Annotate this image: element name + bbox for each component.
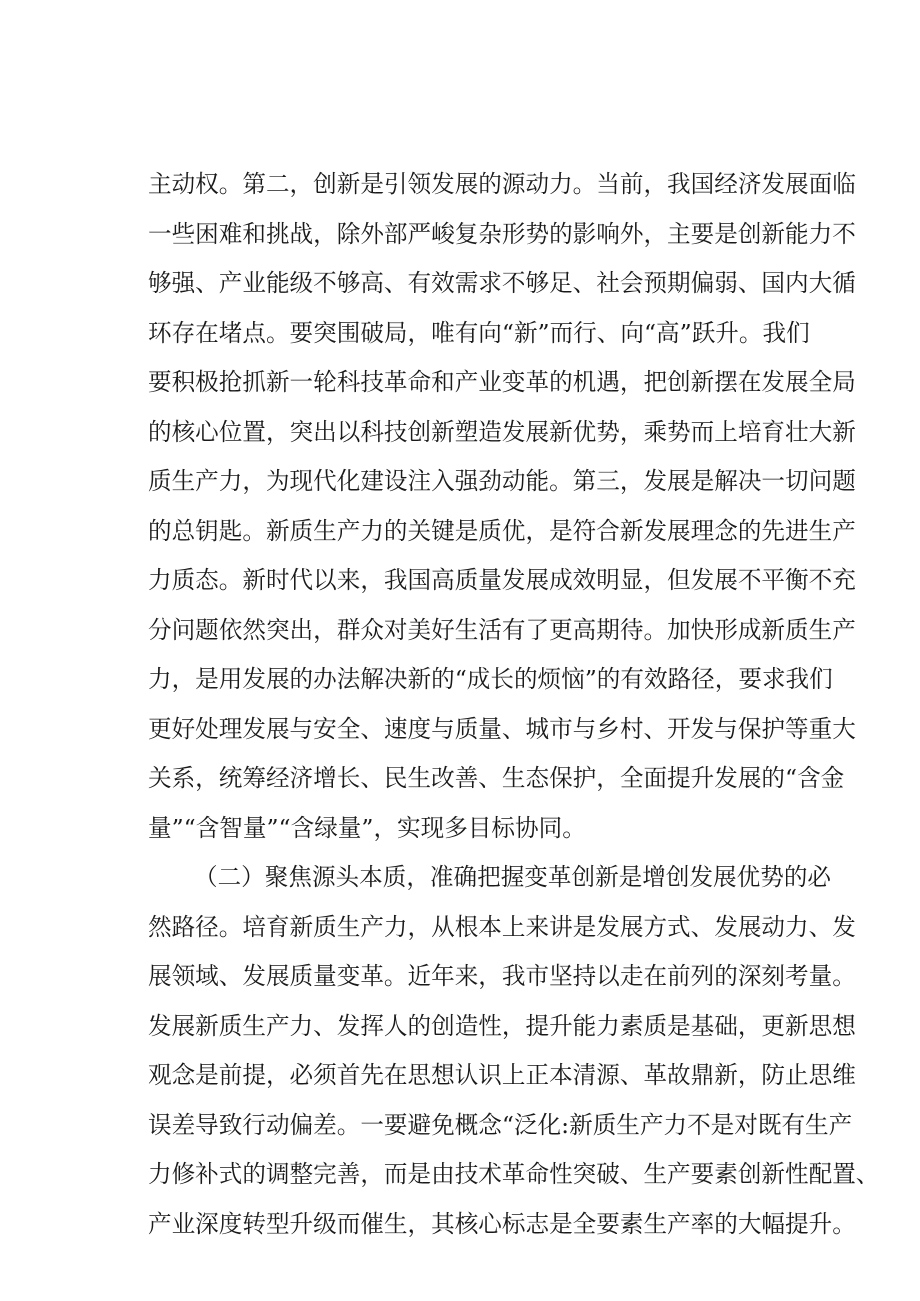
section-heading-line: （二）聚焦源头本质，准确把握变革创新是增创发展优势的必 xyxy=(194,863,832,891)
text-line-11: 力，是用发展的办法解决新的“成长的烦恼”的有效路径，要求我们 xyxy=(148,665,833,693)
text-line-4: 环存在堵点。要突围破局，唯有向“新”而行、向“高”跃升。我们 xyxy=(148,318,810,347)
text-line-19: 观念是前提，必须首先在思想认识上正本清源、革故鼎新，防止思维 xyxy=(148,1061,856,1089)
text-line-17: 展领域、发展质量变革。近年来，我市坚持以走在前列的深刻考量。 xyxy=(148,962,856,990)
body-text xyxy=(148,160,880,1249)
text-line-8: 的总钥匙。新质生产力的关键是质优，是符合新发展理念的先进生产 xyxy=(148,516,856,545)
text-line-21: 力修补式的调整完善，而是由技术革命性突破、生产要素创新性配置、 xyxy=(148,1160,880,1188)
text-line-22: 产业深度转型升级而催生，其核心标志是全要素生产率的大幅提升。 xyxy=(148,1209,856,1238)
text-line-20: 误差导致行动偏差。一要避免概念“泛化:新质生产力不是对既有生产 xyxy=(148,1110,853,1139)
text-line-18: 发展新质生产力、发挥人的创造性，提升能力素质是基础，更新思想 xyxy=(148,1011,856,1040)
text-line-5: 要积极抢抓新一轮科技革命和产业变革的机遇，把创新摆在发展全局 xyxy=(148,368,856,396)
text-line-12: 更好处理发展与安全、速度与质量、城市与乡村、开发与保护等重大 xyxy=(148,714,856,743)
text-line-1: 主动权。第二，创新是引领发展的源动力。当前，我国经济发展面临 xyxy=(148,170,856,198)
text-line-9: 力质态。新时代以来，我国高质量发展成效明显，但发展不平衡不充 xyxy=(148,566,856,594)
text-line-10: 分问题依然突出，群众对美好生活有了更高期待。加快形成新质生产 xyxy=(148,615,856,644)
text-line-3: 够强、产业能级不够高、有效需求不够足、社会预期偏弱、国内大循 xyxy=(148,269,856,297)
text-line-13: 关系，统筹经济增长、民生改善、生态保护，全面提升发展的“含金 xyxy=(148,764,845,792)
text-line-2: 一些困难和挑战，除外部严峻复杂形势的影响外，主要是创新能力不 xyxy=(148,219,856,248)
text-line-16: 然路径。培育新质生产力，从根本上来讲是发展方式、发展动力、发 xyxy=(148,912,856,941)
text-line-14: 量”“含智量”“含绿量”，实现多目标协同。 xyxy=(148,813,586,842)
text-line-6: 的核心位置，突出以科技创新塑造发展新优势，乘势而上培育壮大新 xyxy=(148,417,856,446)
text-line-7: 质生产力，为现代化建设注入强劲动能。第三，发展是解决一切问题 xyxy=(148,467,856,495)
